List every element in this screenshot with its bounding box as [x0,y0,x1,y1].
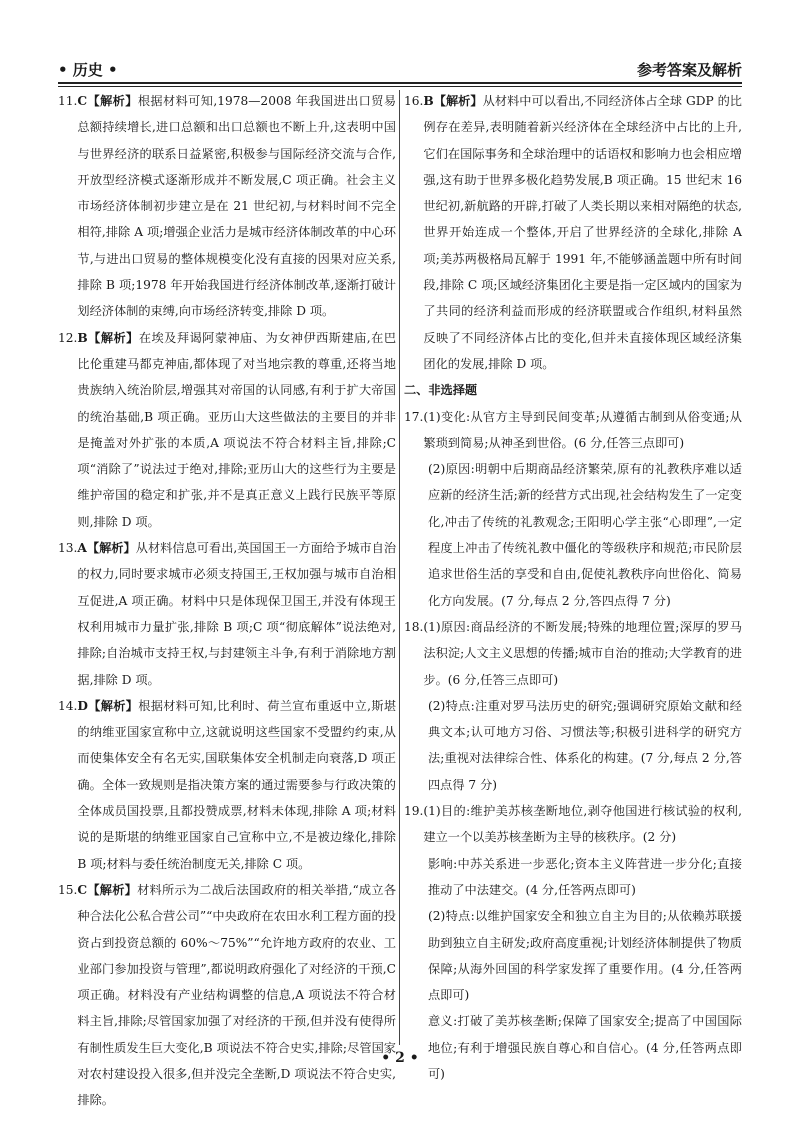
subject-label: • 历史 • [58,61,118,79]
page-number: • 2 • [381,1050,419,1066]
answer-part-1: (1)目的:维护美苏核垄断地位,剥夺他国进行核试验的权利,建立一个以美苏核垄断为主导的核秩序。(2 分) [423,804,742,845]
question-number: 12. [58,330,78,345]
question-number: 14. [58,698,78,713]
answer-impact: 影响:中苏关系进一步恶化;资本主义阵营进一步分化;直接推动了中法建交。(4 分,任答两点即可) [428,856,742,897]
analysis-tag: 【解析】 [433,94,483,108]
header-rule-thick [58,82,742,84]
analysis-tag: 【解析】 [87,94,138,108]
answer-letter: A [77,541,87,556]
header-rule-thin [58,86,742,87]
answer-letter: C [77,94,88,108]
analysis-text: 从材料中可以看出,不同经济体占全球 GDP 的比例存在差异,表明随着新兴经济体在全球经济中占比的上升,它们在国际事务和全球治理中的话语权和影响力也会相应增强,这有助于世界多极化趋势发展,B 项正确。15 世纪末 16 世纪初,新航路的开辟,打破了人类长期以来相对隔绝的状态,世界开始连成一个整体,开启了世界经济的全球化,排除 A 项;美苏两极格局瓦解于 1991 年,不能够涵盖题中所有时间段,排除 C 项;区域经济集团化主要是指一定区域内的国家为了共同的经济利益而形成的经济联盟或合作组织,材料虽然反映了不同经济体占比的变化,但并未直接体现区域经济集团化的发展,排除 D 项。 [423,94,742,371]
question-number: 15. [58,882,78,897]
analysis-tag: 【解析】 [87,882,138,897]
question-18 [404,614,742,693]
answer-letter: D [77,698,88,713]
analysis-text: 在埃及拜谒阿蒙神庙、为女神伊西斯建庙,在巴比伦重建马都克神庙,都体现了对当地宗教的尊重,还将当地贵族纳入统治阶层,增强其对帝国的认同感,有利于扩大帝国的统治基础,B 项正确。亚历山大这些做法的主要目的并非是掩盖对外扩张的本质,A 项说法不符合材料主旨,排除;C 项“消除了”说法过于绝对,排除;亚历山大的这些行为主要是维护帝国的稳定和扩张,并不是真正意义上践行民族平等原则,排除 D 项。 [77,330,397,529]
page-header [58,54,742,80]
analysis-tag: 【解析】 [87,330,139,345]
answer-part-2: (2)特点:以维护国家安全和独立自主为目的;从依赖苏联援助到独立自主研发;政府高度重视;计划经济体制提供了物质保障;从海外回国的科学家发挥了重要作用。(4 分,任答两点即可) [428,909,742,1003]
question-number: 18. [404,619,424,634]
answer-part-1: (1)原因:商品经济的不断发展;特殊的地理位置;深厚的罗马法积淀;人文主义思想的传播;城市自治的推动;大学教育的进步。(6 分,任答三点即可) [423,619,742,687]
answer-significance: 意义:打破了美苏核垄断;保障了国家安全;提高了中国国际地位;有利于增强民族自尊心和自信心。(4 分,任答两点即可) [428,1014,742,1081]
question-12 [58,325,396,535]
answer-letter: B [423,94,434,108]
analysis-tag: 【解析】 [87,698,139,713]
question-11 [58,88,396,325]
question-number: 19. [404,804,424,819]
column-divider [399,90,400,1045]
question-17 [404,404,742,457]
analysis-text: 从材料信息可看出,英国国王一方面给予城市自治的权力,同时要求城市必须支持国王,王权加强与城市自治相互促进,A 项正确。材料中只是体现保卫国王,并没有体现王权利用城市力量扩张,排除 B 项;C 项“彻底解体”说法绝对,排除;自治城市支持王权,与封建领主斗争,有利于消除地方割据,排除 D 项。 [77,541,397,687]
question-14 [58,693,396,877]
analysis-tag: 【解析】 [86,541,136,556]
section-title: 二、非选择题 [404,383,478,398]
header-title: 参考答案及解析 [636,61,742,79]
answer-letter: B [77,330,88,345]
analysis-text: 根据材料可知,1978—2008 年我国进出口贸易总额持续增长,进口总额和出口总额也不断上升,这表明中国与世界经济的联系日益紧密,积极参与国际经济交流与合作,开放型经济模式逐渐形成并不断发展,C 项正确。社会主义市场经济体制初步建立是在 21 世纪初,与材料时间不完全相符,排除 A 项;增强企业活力是城市经济体制改革的中心环节,与进出口贸易的整体规模变化没有直接的因果对应关系,排除 B 项;1978 年开始我国进行经济体制改革,逐渐打破计划经济体制的束缚,向市场经济转变,排除 D 项。 [77,94,397,319]
question-15 [58,877,396,1114]
question-number: 17. [404,409,424,424]
answer-letter: C [77,882,88,897]
question-number: 16. [404,94,424,108]
analysis-text: 材料所示为二战后法国政府的相关举措,“成立各种合法化公私合营公司”“中央政府在农田水利工程方面的投资占到投资总额的 60%～75%”“允许地方政府的农业、工业部门参加投资与管理”,都说明政府强化了对经济的干预,C 项正确。材料没有产业结构调整的信息,A 项说法不符合材料主旨,排除;尽管国家加强了对经济的干预,但并没有使得所有制性质发生巨大变化,B 项说法不符合史实,排除;尽管国家对农村建设投入很多,但并没完全垄断,D 项说法不符合史实,排除。 [77,882,397,1108]
answer-part-2: (2)特点:注重对罗马法历史的研究;强调研究原始文献和经典文本;认可地方习俗、习惯法等;积极引进科学的研究方法;重视对法律综合性、体系化的构建。(7 分,每点 2 分,答四点得 7 分) [428,698,742,792]
question-13 [58,535,396,693]
left-column [58,88,396,1114]
right-column [404,88,742,1087]
analysis-text: 根据材料可知,比利时、荷兰宣布重返中立,斯堪的纳维亚国家宣称中立,这就说明这些国家不受盟约约束,从而使集体安全有名无实,国联集体安全机制走向衰落,D 项正确。全体一致规则是指决策方案的通过需要参与行政决策的全体成员国投票,且都投赞成票,材料未体现,排除 A 项;材料说的是斯堪的纳维亚国家自己宣称中立,不是被边缘化,排除 B 项;材料与委任统治制度无关,排除 C 项。 [77,698,397,871]
question-number: 13. [58,541,78,556]
question-16 [404,88,742,377]
question-19 [404,798,742,851]
question-number: 11. [58,94,78,108]
answer-part-2: (2)原因:明朝中后期商品经济繁荣,原有的礼教秩序难以适应新的经济生活;新的经营方式出现,社会结构发生了一定变化,冲击了传统的礼教观念;王阳明心学主张“心即理”,一定程度上冲击了传统礼教中僵化的等级秩序和规范;市民阶层追求世俗生活的享受和自由,促使礼教秩序向世俗化、简易化方向发展。(7 分,每点 2 分,答四点得 7 分) [428,462,742,608]
answer-part-1: (1)变化:从官方主导到民间变革;从遵循古制到从俗变通;从繁琐到简易;从神圣到世俗。(6 分,任答三点即可) [423,409,742,450]
